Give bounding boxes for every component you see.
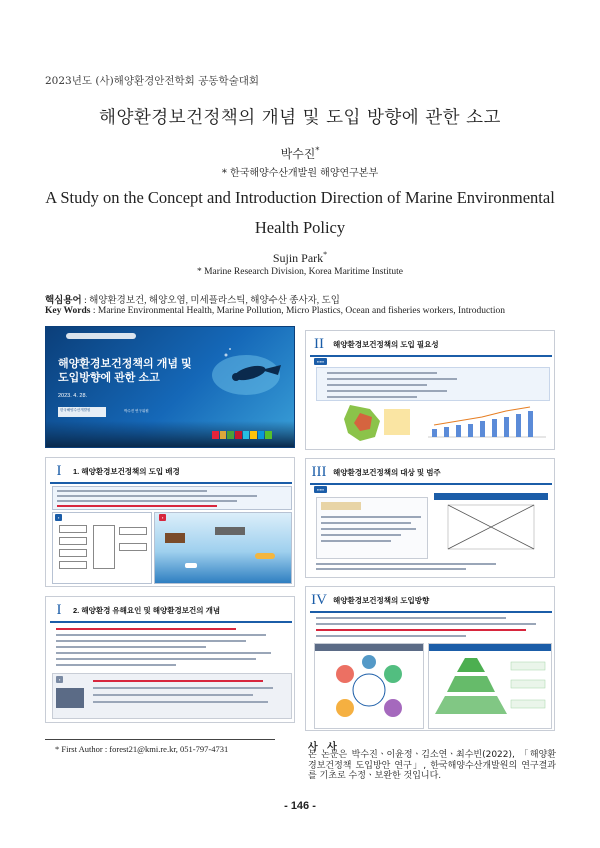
slide-title: 해양환경보건정책의 도입 필요성 <box>333 339 439 349</box>
section-roman-numeral: I <box>56 601 62 618</box>
slide-title: 2. 해양환경 유해요인 및 해양환경보건의 개념 <box>73 605 221 615</box>
english-author <box>0 250 600 266</box>
scope-table <box>316 497 428 559</box>
ocean-pollution-illustration: ▪ <box>154 512 292 584</box>
slide-title: 해양환경보건정책의 도입방향 <box>333 595 430 605</box>
korean-author <box>0 145 600 162</box>
slide-section-4-direction <box>305 586 555 731</box>
cover-presenter: 박수진 연구위원 <box>124 409 149 413</box>
trend-chart <box>424 399 550 443</box>
slide-section-1-concept <box>45 596 295 723</box>
cover-org: 한국해양수산개발원 <box>58 407 106 417</box>
cover-date: 2023. 4. 28. <box>58 393 88 399</box>
english-keywords-text: : Marine Environmental Health, Marine Pollution, Micro Plastics, Ocean and fisheries workers, Introduction <box>90 306 505 316</box>
slide-cover <box>45 326 295 448</box>
korean-affiliation: * 한국해양수산개발원 해양연구본부 <box>221 168 379 179</box>
conference-header: 2023년도 (사)해양환경안전학회 공동학술대회 <box>45 75 260 87</box>
definition-box: ▪ <box>52 673 292 719</box>
korean-keywords-text: : 해양환경보건, 해양오염, 미세플라스틱, 해양수산 종사자, 도입 <box>81 296 340 306</box>
korea-map-figure <box>320 403 412 443</box>
slide-title: 해양환경보건정책의 대상 및 범주 <box>333 467 441 477</box>
section-roman-numeral: III <box>311 463 327 480</box>
bullet-box <box>52 486 292 510</box>
korean-keywords-label: 핵심용어 <box>45 296 82 306</box>
conference-badge <box>66 333 136 339</box>
english-keywords <box>45 306 505 316</box>
policy-pyramid <box>428 643 552 729</box>
acknowledgment-heading: 사 사 <box>308 742 340 753</box>
sdg-icons <box>212 431 272 439</box>
necessity-list <box>316 367 550 401</box>
page-number: - 146 - <box>284 800 316 812</box>
cover-title-line1: 해양환경보건정책의 개념 및 <box>58 358 192 370</box>
exposure-chart <box>434 493 548 557</box>
flow-diagram: ▪ <box>52 512 152 584</box>
footnote-rule <box>45 739 275 740</box>
slide-section-3-scope: III 해양환경보건정책의 대상 및 범주 ▪▪▪▪▪ <box>305 458 555 578</box>
footnote: * First Author : forest21@kmi.re.kr, 051-797-4731 <box>55 744 229 754</box>
korean-keywords <box>45 292 340 306</box>
slide-section-2-necessity: II 해양환경보건정책의 도입 필요성 ▪▪▪▪▪ <box>305 330 555 450</box>
section-roman-numeral: I <box>56 462 62 479</box>
section-roman-numeral: IV <box>311 591 327 608</box>
english-author-mark: * <box>323 250 328 259</box>
english-affiliation: * Marine Research Division, Korea Maritime Institute <box>196 267 404 277</box>
slide-section-1-background <box>45 457 295 587</box>
english-author-name: Sujin Park <box>272 251 324 265</box>
cover-title-line2: 도입방향에 관한 소고 <box>58 372 160 384</box>
english-title: A Study on the Concept and Introduction Direction of Marine Environmental Health Policy <box>45 188 555 237</box>
korean-author-mark: * <box>315 146 320 155</box>
korean-title: 해양환경보건정책의 개념 및 도입 방향에 관한 소고 <box>99 108 501 128</box>
korean-author-name: 박수진 <box>280 147 316 161</box>
english-keywords-label: Key Words <box>45 306 91 316</box>
acknowledgment-text: 본 논문은 박수진ㆍ이윤정ㆍ김소연ㆍ최수빈(2022), 「해양환경보건정책 도입방안 연구」, 한국해양수산개발원의 연구결과를 기초로 수정ㆍ보완한 것입니다. <box>308 750 556 781</box>
diver-illustration <box>206 335 286 425</box>
slide-title: 1. 해양환경보건정책의 도입 배경 <box>73 466 180 476</box>
section-roman-numeral: II <box>314 335 324 352</box>
policy-circle-diagram <box>314 643 424 729</box>
